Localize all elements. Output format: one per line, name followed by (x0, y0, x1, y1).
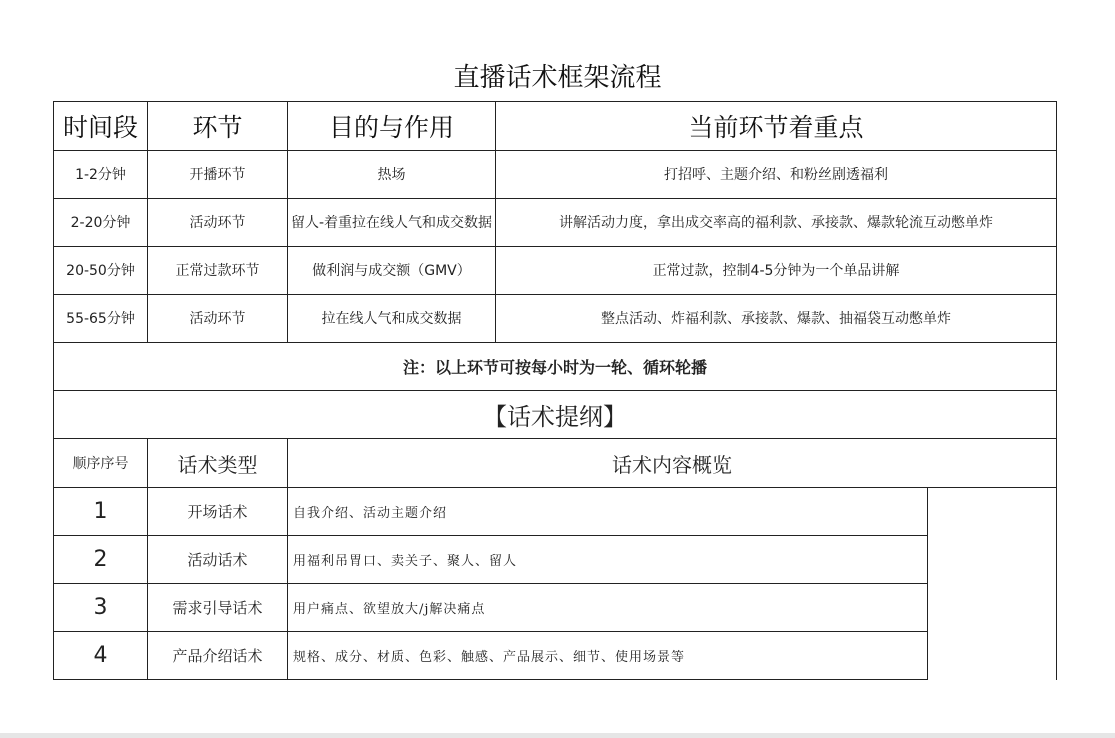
cell-stage: 活动环节 (148, 199, 288, 247)
cell-type: 产品介绍话术 (148, 632, 288, 680)
header-overview: 话术内容概览 (288, 439, 1057, 488)
table-row (54, 584, 1057, 632)
header-purpose: 目的与作用 (288, 102, 496, 151)
schedule-table (53, 101, 1057, 439)
outline-table (53, 438, 1057, 680)
cell-description: 用户痛点、欲望放大/j解决痛点 (288, 584, 928, 632)
cell-time: 55-65分钟 (54, 295, 148, 343)
loop-note: 注：以上环节可按每小时为一轮、循环轮播 (54, 343, 1057, 391)
header-focus: 当前环节着重点 (496, 102, 1057, 151)
cell-number: 3 (54, 584, 148, 632)
cell-description: 用福利吊胃口、卖关子、聚人、留人 (288, 536, 928, 584)
empty-cell (928, 536, 1057, 584)
header-order: 顺序序号 (54, 439, 148, 488)
page-title: 直播话术框架流程 (453, 63, 662, 93)
cell-focus: 正常过款，控制4-5分钟为一个单品讲解 (496, 247, 1057, 295)
section-row (54, 391, 1057, 439)
cell-purpose: 热场 (288, 151, 496, 199)
cell-description: 自我介绍、活动主题介绍 (288, 488, 928, 536)
cell-type: 开场话术 (148, 488, 288, 536)
table-row (54, 295, 1057, 343)
cell-stage: 正常过款环节 (148, 247, 288, 295)
section-title: 【话术提纲】 (54, 391, 1057, 439)
empty-cell (928, 584, 1057, 632)
cell-stage: 活动环节 (148, 295, 288, 343)
table-row (54, 199, 1057, 247)
cell-time: 1-2分钟 (54, 151, 148, 199)
table-row (54, 488, 1057, 536)
cell-number: 4 (54, 632, 148, 680)
header-stage: 环节 (148, 102, 288, 151)
cell-description: 规格、成分、材质、色彩、触感、产品展示、细节、使用场景等 (288, 632, 928, 680)
table-row (54, 536, 1057, 584)
cell-focus: 整点活动、炸福利款、承接款、爆款、抽福袋互动憋单炸 (496, 295, 1057, 343)
header-time: 时间段 (54, 102, 148, 151)
header-type: 话术类型 (148, 439, 288, 488)
outline-header-row (54, 439, 1057, 488)
bottom-scroll-edge (0, 733, 1115, 738)
cell-purpose: 做利润与成交额（GMV） (288, 247, 496, 295)
cell-stage: 开播环节 (148, 151, 288, 199)
cell-type: 活动话术 (148, 536, 288, 584)
cell-time: 20-50分钟 (54, 247, 148, 295)
cell-type: 需求引导话术 (148, 584, 288, 632)
schedule-header-row (54, 102, 1057, 151)
table-row (54, 247, 1057, 295)
cell-time: 2-20分钟 (54, 199, 148, 247)
cell-number: 1 (54, 488, 148, 536)
empty-cell (928, 632, 1057, 680)
cell-purpose: 拉在线人气和成交数据 (288, 295, 496, 343)
table-row (54, 632, 1057, 680)
cell-focus: 讲解活动力度，拿出成交率高的福利款、承接款、爆款轮流互动憋单炸 (496, 199, 1057, 247)
cell-focus: 打招呼、主题介绍、和粉丝剧透福利 (496, 151, 1057, 199)
cell-number: 2 (54, 536, 148, 584)
note-row (54, 343, 1057, 391)
cell-purpose: 留人-着重拉在线人气和成交数据 (288, 199, 496, 247)
empty-cell (928, 488, 1057, 536)
table-row (54, 151, 1057, 199)
